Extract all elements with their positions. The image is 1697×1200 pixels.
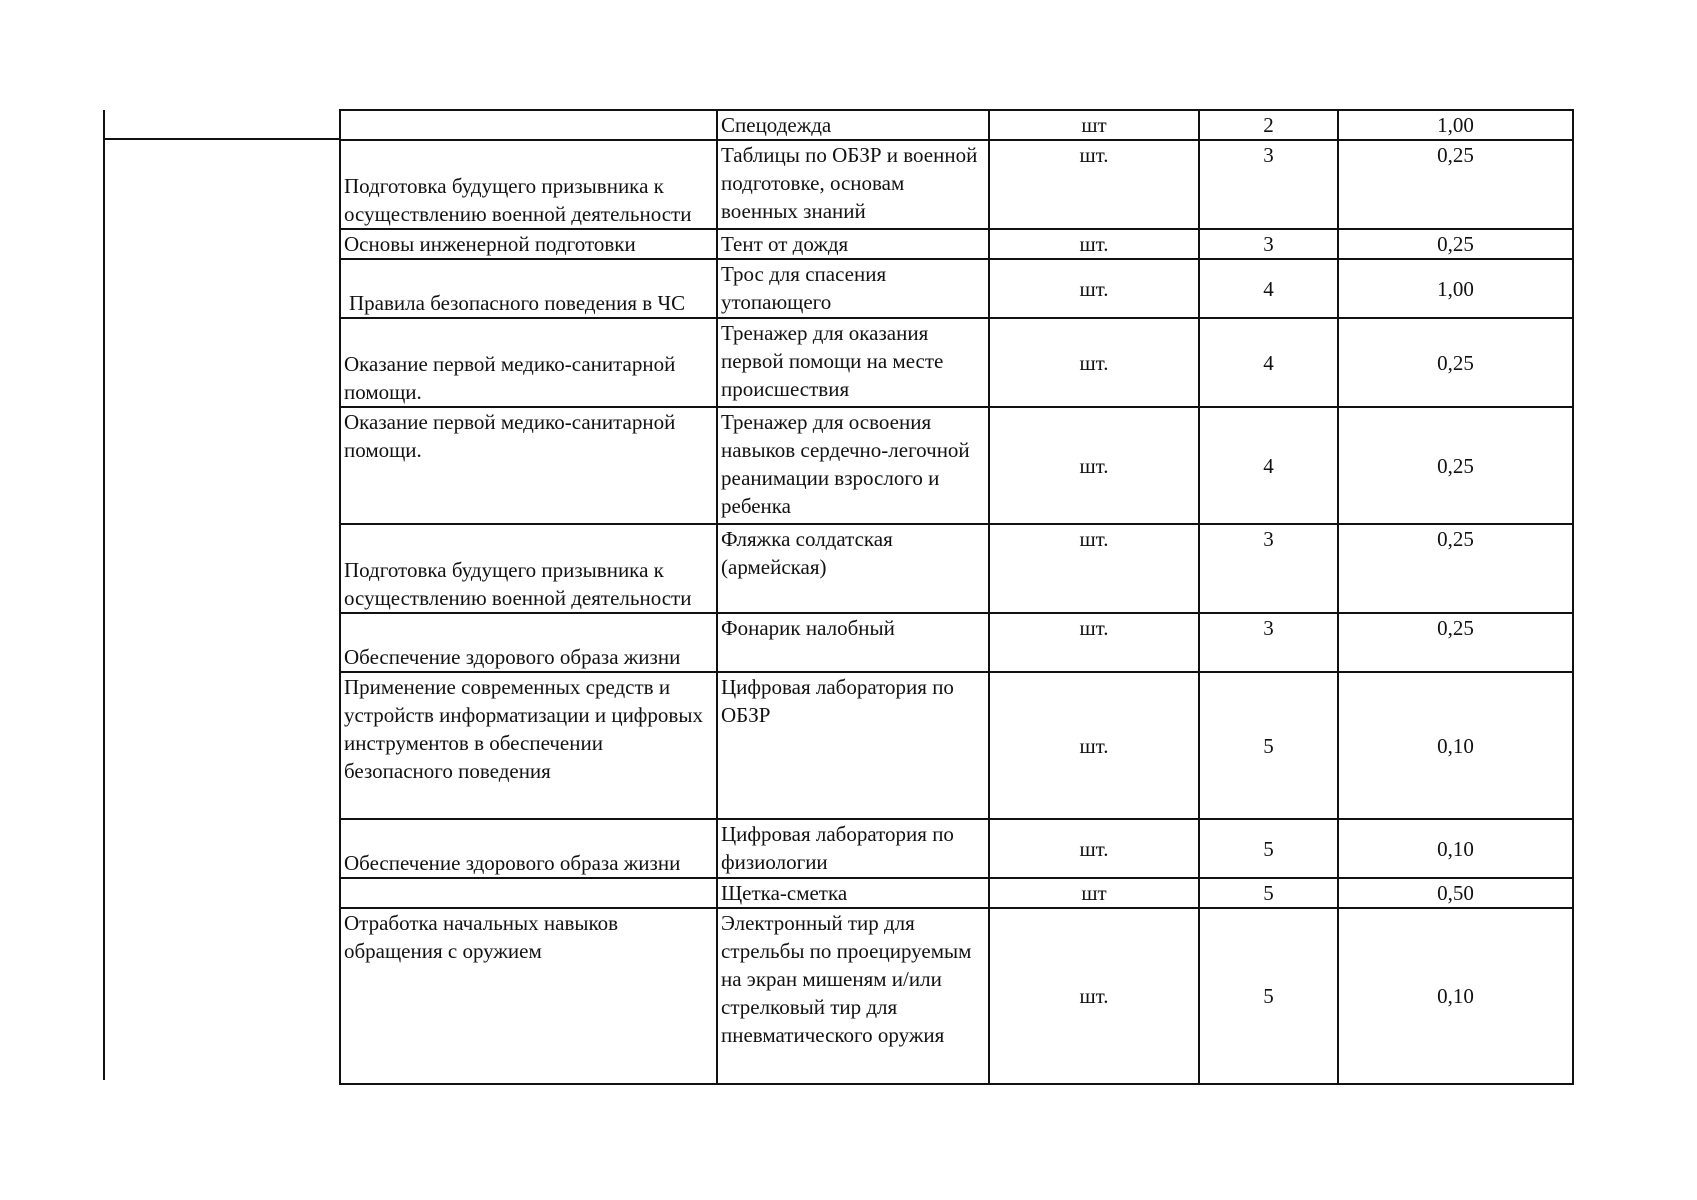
unit-cell: шт.: [989, 819, 1199, 878]
table-row: [340, 878, 1573, 908]
item-cell: Спецодежда: [717, 110, 989, 140]
unit-cell: шт: [989, 878, 1199, 908]
quantity-cell: 4: [1199, 318, 1338, 407]
topic-cell: Применение современных средств и устройств информатизации и цифровых инструментов в обеспечении безопасного поведения: [340, 672, 717, 819]
item-cell: Тренажер для оказания первой помощи на месте происшествия: [717, 318, 989, 407]
coefficient-cell: 0,25: [1338, 613, 1573, 672]
table-row: [340, 407, 1573, 524]
coefficient-cell: 0,10: [1338, 908, 1573, 1084]
topic-cell: [340, 878, 717, 908]
topic-cell: Отработка начальных навыков обращения с оружием: [340, 908, 717, 1084]
unit-cell: шт.: [989, 259, 1199, 318]
topic-cell: Правила безопасного поведения в ЧС: [340, 259, 717, 318]
item-cell: Фляжка солдатская (армейская): [717, 524, 989, 613]
coefficient-cell: 0,10: [1338, 819, 1573, 878]
coefficient-cell: 0,50: [1338, 878, 1573, 908]
coefficient-cell: 0,25: [1338, 524, 1573, 613]
item-cell: Таблицы по ОБЗР и военной подготовке, основам военных знаний: [717, 140, 989, 229]
quantity-cell: 2: [1199, 110, 1338, 140]
table-row: [340, 318, 1573, 407]
table-row: [340, 110, 1573, 140]
quantity-cell: 3: [1199, 140, 1338, 229]
coefficient-cell: 0,25: [1338, 318, 1573, 407]
coefficient-cell: 0,25: [1338, 229, 1573, 259]
quantity-cell: 4: [1199, 407, 1338, 524]
quantity-cell: 5: [1199, 672, 1338, 819]
table-row: [340, 259, 1573, 318]
quantity-cell: 5: [1199, 878, 1338, 908]
item-cell: Трос для спасения утопающего: [717, 259, 989, 318]
table-row: [340, 613, 1573, 672]
unit-cell: шт.: [989, 524, 1199, 613]
item-cell: Фонарик налобный: [717, 613, 989, 672]
topic-cell: Обеспечение здорового образа жизни: [340, 613, 717, 672]
table-row: [340, 819, 1573, 878]
unit-cell: шт: [989, 110, 1199, 140]
topic-cell: Подготовка будущего призывника к осуществлению военной деятельности: [340, 524, 717, 613]
item-cell: Электронный тир для стрельбы по проецируемым на экран мишеням и/или стрелковый тир для пневматического оружия: [717, 908, 989, 1084]
topic-cell: Подготовка будущего призывника к осуществлению военной деятельности: [340, 140, 717, 229]
quantity-cell: 5: [1199, 819, 1338, 878]
unit-cell: шт.: [989, 318, 1199, 407]
table-row: [340, 140, 1573, 229]
quantity-cell: 5: [1199, 908, 1338, 1084]
unit-cell: шт.: [989, 140, 1199, 229]
left-column-border: [103, 110, 105, 1080]
quantity-cell: 4: [1199, 259, 1338, 318]
coefficient-cell: 1,00: [1338, 110, 1573, 140]
item-cell: Цифровая лаборатория по физиологии: [717, 819, 989, 878]
coefficient-cell: 0,25: [1338, 140, 1573, 229]
quantity-cell: 3: [1199, 524, 1338, 613]
table-row: [340, 672, 1573, 819]
unit-cell: шт.: [989, 672, 1199, 819]
item-cell: Тент от дождя: [717, 229, 989, 259]
item-cell: Щетка-сметка: [717, 878, 989, 908]
quantity-cell: 3: [1199, 613, 1338, 672]
topic-cell: Основы инженерной подготовки: [340, 229, 717, 259]
item-cell: Тренажер для освоения навыков сердечно-легочной реанимации взрослого и ребенка: [717, 407, 989, 524]
topic-cell: Оказание первой медико-санитарной помощи.: [340, 318, 717, 407]
coefficient-cell: 0,25: [1338, 407, 1573, 524]
table-row: [340, 908, 1573, 1084]
item-cell: Цифровая лаборатория по ОБЗР: [717, 672, 989, 819]
table-row: [340, 229, 1573, 259]
unit-cell: шт.: [989, 229, 1199, 259]
left-column-row-divider: [103, 138, 340, 140]
coefficient-cell: 1,00: [1338, 259, 1573, 318]
coefficient-cell: 0,10: [1338, 672, 1573, 819]
unit-cell: шт.: [989, 407, 1199, 524]
unit-cell: шт.: [989, 613, 1199, 672]
topic-cell: Обеспечение здорового образа жизни: [340, 819, 717, 878]
quantity-cell: 3: [1199, 229, 1338, 259]
topic-cell: Оказание первой медико-санитарной помощи.: [340, 407, 717, 524]
equipment-table: [339, 109, 1574, 1085]
topic-cell: [340, 110, 717, 140]
unit-cell: шт.: [989, 908, 1199, 1084]
table-row: [340, 524, 1573, 613]
